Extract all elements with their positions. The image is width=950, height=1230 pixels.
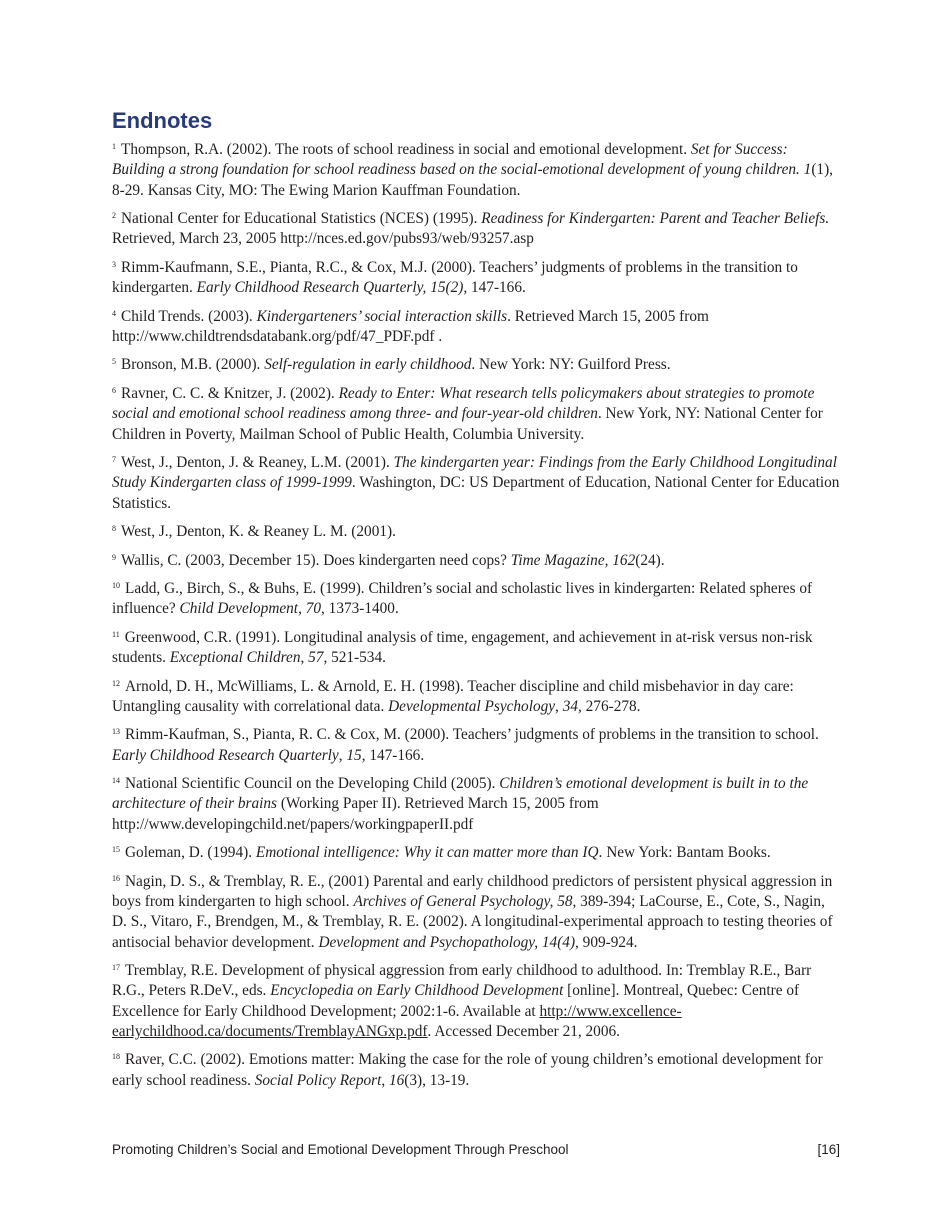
page-number: [16] bbox=[817, 1142, 840, 1157]
endnote-italic-text: Time Magazine, 162 bbox=[510, 551, 636, 569]
page-footer bbox=[112, 1142, 840, 1157]
endnote-text: , 1373-1400. bbox=[321, 600, 399, 618]
endnote-2 bbox=[112, 209, 840, 250]
endnote-text: . Accessed December 21, 2006. bbox=[427, 1022, 620, 1040]
endnote-number: 16 bbox=[112, 873, 120, 883]
endnote-text: West, J., Denton, K. & Reaney L. M. (2001). bbox=[121, 523, 396, 541]
endnote-text: Raver, C.C. (2002). Emotions matter: Making the case for the role of young children’s emotional development for early school readiness. bbox=[112, 1051, 823, 1089]
endnote-17 bbox=[112, 961, 840, 1042]
endnote-text: (3), 13-19. bbox=[404, 1071, 470, 1089]
endnote-italic-text: Ready to Enter: What research tells policymakers about strategies to promote social and emotional school readiness among three- and four-year-old children bbox=[112, 384, 815, 423]
endnote-italic-text: Encyclopedia on Early Childhood Development bbox=[270, 982, 564, 1000]
endnote-11 bbox=[112, 628, 840, 669]
endnote-text: 909-924. bbox=[578, 933, 638, 951]
endnote-text: . New York: NY: Guilford Press. bbox=[471, 356, 671, 374]
endnote-italic-text: Kindergarteners’ social interaction skills bbox=[256, 307, 508, 325]
endnote-text: , 521-534. bbox=[323, 649, 386, 667]
endnote-text: , 389-394; LaCourse, E., Cote, S., Nagin, D. S., Vitaro, F., Brendgen, M., & Tremblay, R. E. (2002). A longitudinal-experimental approach to testing theories of antisocial behavior development. bbox=[112, 893, 833, 951]
endnote-14 bbox=[112, 774, 840, 835]
endnote-text: , bbox=[555, 697, 563, 715]
endnote-number: 9 bbox=[112, 552, 116, 562]
endnote-number: 12 bbox=[112, 678, 120, 688]
endnote-number: 13 bbox=[112, 727, 120, 737]
footer-title: Promoting Children’s Social and Emotional Development Through Preschool bbox=[112, 1142, 569, 1157]
endnote-text: Rimm-Kaufmann, S.E., Pianta, R.C., & Cox, M.J. (2000). Teachers’ judgments of problems in the transition to kindergarten. bbox=[112, 258, 798, 297]
endnote-text: , bbox=[338, 746, 347, 764]
endnote-number: 3 bbox=[112, 259, 116, 269]
endnote-italic-text: Early Childhood Research Quarterly, 15(2), bbox=[196, 279, 468, 297]
endnote-italic-text: Developmental Psychology bbox=[388, 697, 556, 715]
endnote-italic-text: Early Childhood Research Quarterly bbox=[112, 746, 339, 764]
endnote-italic-text: Development and Psychopathology, 14(4), bbox=[318, 933, 579, 951]
endnotes-page bbox=[112, 107, 840, 1099]
endnote-link[interactable]: http://www.excellence-earlychildhood.ca/documents/TremblayANGxp.pdf bbox=[112, 1002, 682, 1040]
endnote-text: Rimm-Kaufman, S., Pianta, R. C. & Cox, M. (2000). Teachers’ judgments of problems in the transition to school. bbox=[125, 726, 819, 744]
endnote-text: West, J., Denton, J. & Reaney, L.M. (2001). bbox=[121, 453, 394, 471]
endnote-text: , bbox=[298, 600, 306, 618]
endnote-text: National Scientific Council on the Developing Child (2005). bbox=[125, 775, 500, 793]
endnote-text: 147-166. bbox=[467, 279, 526, 297]
endnote-text: (24). bbox=[635, 551, 665, 569]
endnotes-list bbox=[112, 140, 840, 1091]
endnote-text: . Washington, DC: US Department of Education, National Center for Education Statistics. bbox=[112, 474, 840, 512]
endnote-number: 7 bbox=[112, 454, 116, 464]
endnote-text: 276-278. bbox=[581, 697, 641, 715]
endnote-number: 1 bbox=[112, 142, 116, 151]
endnote-number: 10 bbox=[112, 581, 120, 591]
endnote-italic-text: Emotional intelligence: Why it can matter more than IQ bbox=[255, 844, 599, 862]
endnote-italic-text: Readiness for Kindergarten: Parent and Teacher Beliefs. bbox=[481, 210, 830, 228]
endnote-number: 17 bbox=[112, 963, 120, 973]
endnote-number: 14 bbox=[112, 776, 120, 786]
endnote-text: , bbox=[381, 1071, 389, 1089]
endnote-8 bbox=[112, 522, 840, 542]
endnote-7 bbox=[112, 453, 840, 514]
endnote-9 bbox=[112, 551, 840, 571]
endnote-18 bbox=[112, 1050, 840, 1091]
endnote-15 bbox=[112, 843, 840, 863]
endnote-italic-text: Children’s emotional development is built in to the architecture of their brains bbox=[112, 775, 809, 813]
endnote-text: [online]. Montreal, Quebec: Centre of Excellence for Early Childhood Development; 2002:1-6. Available at bbox=[112, 982, 800, 1020]
endnote-number: 18 bbox=[112, 1052, 120, 1062]
endnote-text: Thompson, R.A. (2002). The roots of school readiness in social and emotional development. bbox=[121, 141, 691, 158]
endnote-text: . Retrieved March 15, 2005 from http://www.childtrendsdatabank.org/pdf/47_PDF.pdf . bbox=[112, 307, 709, 345]
endnote-10 bbox=[112, 579, 840, 620]
endnote-1 bbox=[112, 140, 840, 201]
endnote-3 bbox=[112, 258, 840, 299]
endnote-number: 4 bbox=[112, 308, 116, 318]
endnote-text: Arnold, D. H., McWilliams, L. & Arnold, E. H. (1998). Teacher discipline and child misbehavior in day care: Untangling causality with correlational data. bbox=[112, 677, 794, 715]
endnote-text: Ladd, G., Birch, S., & Buhs, E. (1999). Children’s social and scholastic lives in kindergarten: Related spheres of influence? bbox=[112, 580, 813, 618]
endnote-text: . New York: Bantam Books. bbox=[598, 844, 771, 862]
endnote-text: Wallis, C. (2003, December 15). Does kindergarten need cops? bbox=[121, 551, 511, 569]
endnote-6 bbox=[112, 384, 840, 445]
endnote-italic-text: 16 bbox=[388, 1071, 405, 1089]
endnote-13 bbox=[112, 725, 840, 766]
endnote-number: 15 bbox=[112, 845, 120, 855]
page-title: Endnotes bbox=[112, 108, 213, 133]
endnote-italic-text: Exceptional Children bbox=[169, 649, 301, 667]
endnote-italic-text: 57 bbox=[308, 649, 324, 667]
endnote-5 bbox=[112, 355, 840, 375]
endnote-number: 6 bbox=[112, 385, 116, 395]
endnote-text: Greenwood, C.R. (1991). Longitudinal analysis of time, engagement, and achievement in at-risk versus non-risk students. bbox=[112, 628, 813, 667]
endnote-italic-text: 15 bbox=[346, 746, 362, 764]
endnote-text: . New York, NY: National Center for Children in Poverty, Mailman School of Public Health, Columbia University. bbox=[112, 405, 823, 443]
endnote-italic-text: Self-regulation in early childhood bbox=[264, 356, 472, 374]
endnote-text: (Working Paper II). Retrieved March 15, 2005 from http://www.developingchild.net/papers/workingpaperII.pdf bbox=[112, 795, 599, 833]
endnote-text: Ravner, C. C. & Knitzer, J. (2002). bbox=[121, 384, 339, 402]
endnote-italic-text: Social Policy Report bbox=[254, 1071, 382, 1089]
endnote-italic-text: Archives of General Psychology, 58 bbox=[353, 893, 573, 911]
endnote-text: National Center for Educational Statistics (NCES) (1995). bbox=[121, 210, 482, 228]
endnote-text: , bbox=[300, 649, 309, 667]
endnote-italic-text: Set for Success: Building a strong foundation for school readiness based on the social-emotional development of young children. 1 bbox=[112, 141, 812, 179]
endnote-italic-text: The kindergarten year: Findings from the Early Childhood Longitudinal Study Kindergarten class of 1999-1999 bbox=[112, 453, 837, 492]
endnote-16 bbox=[112, 872, 840, 953]
endnote-italic-text: Child Development bbox=[179, 600, 299, 618]
endnote-number: 2 bbox=[112, 211, 116, 221]
endnote-text: Goleman, D. (1994). bbox=[125, 844, 256, 862]
endnote-number: 11 bbox=[112, 629, 120, 639]
endnote-italic-text: 70 bbox=[305, 600, 322, 618]
endnote-italic-text: 34, bbox=[562, 697, 582, 715]
endnote-text: Tremblay, R.E. Development of physical aggression from early childhood to adulthood. In: Tremblay R.E., Barr R.G., Peters R.DeV., eds. bbox=[112, 962, 812, 1000]
endnote-number: 8 bbox=[112, 524, 116, 534]
endnote-number: 5 bbox=[112, 357, 116, 367]
endnote-text: (1), 8-29. Kansas City, MO: The Ewing Marion Kauffman Foundation. bbox=[112, 161, 833, 199]
endnote-text: Nagin, D. S., & Tremblay, R. E., (2001) Parental and early childhood predictors of persistent physical aggression in boys from kindergarten to high school. bbox=[112, 872, 833, 911]
endnote-12 bbox=[112, 677, 840, 718]
endnote-text: , 147-166. bbox=[361, 746, 425, 764]
endnote-text: Child Trends. (2003). bbox=[121, 307, 257, 325]
endnote-4 bbox=[112, 307, 840, 348]
endnote-text: Bronson, M.B. (2000). bbox=[121, 356, 265, 374]
endnote-text: Retrieved, March 23, 2005 http://nces.ed.gov/pubs93/web/93257.asp bbox=[112, 230, 534, 248]
